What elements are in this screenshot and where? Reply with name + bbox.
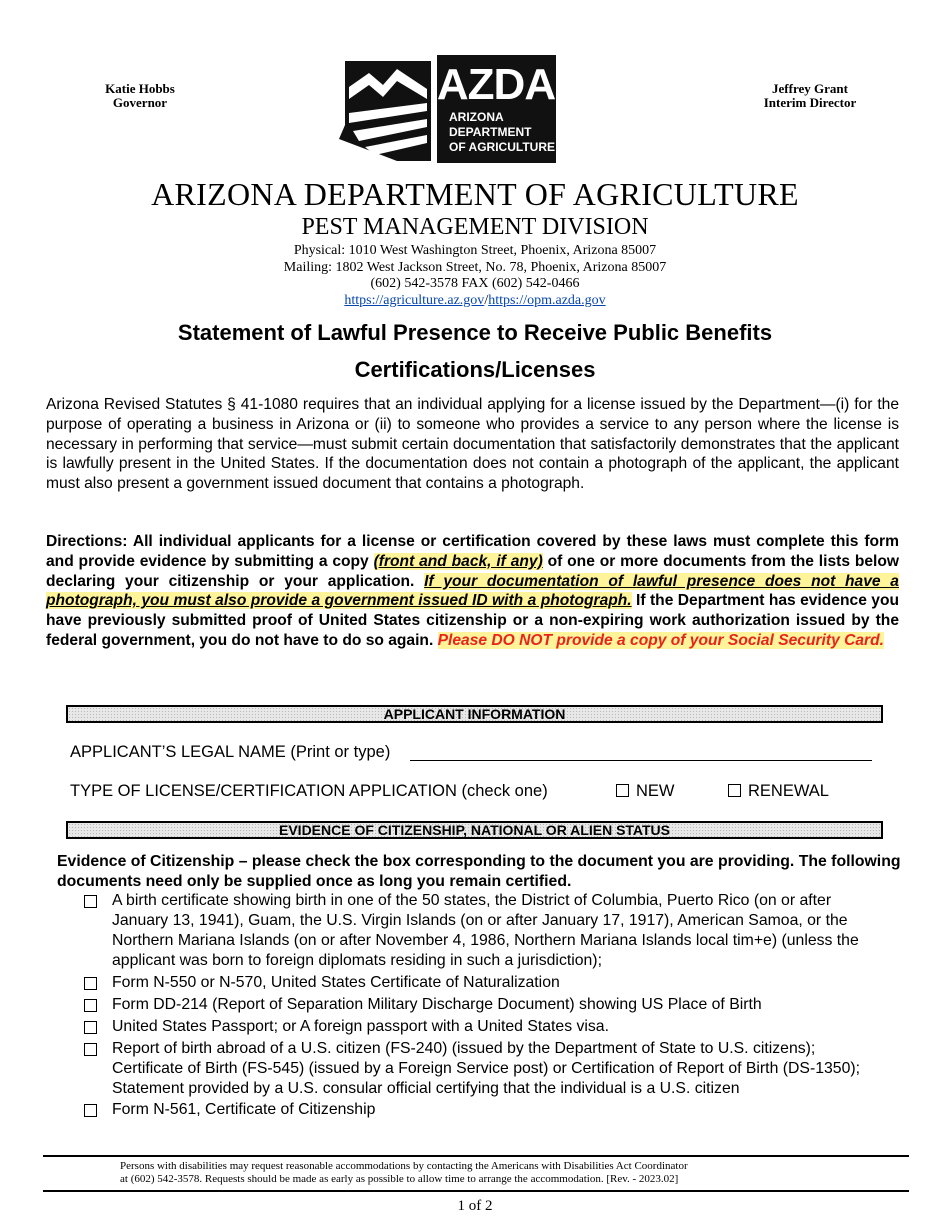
division-name: PEST MANAGEMENT DIVISION [301, 214, 649, 240]
option-renewal[interactable] [728, 782, 829, 801]
azda-logo [339, 55, 556, 163]
accessibility-note-line-2: at (602) 542-3578. Requests should be made as early as possible to allow time to arrange the accommodation. [Rev. - 2023.02] [120, 1172, 679, 1185]
director-name: Jeffrey Grant [772, 81, 848, 96]
document-option[interactable] [84, 1017, 884, 1037]
document-label: Report of birth abroad of a U.S. citizen (FS-240) (issued by the Department of State to U.S. citizens); Certificate of Birth (FS-545) (issued by a Foreign Service post) or Certification of Report of Birth (DS-1350); Statement provided by a U.S. consular official certifying that the individual is a U.S. citizen [112, 1040, 861, 1097]
physical-address: Physical: 1010 West Washington Street, Phoenix, Arizona 85007 [293, 243, 657, 258]
directions-ssn-warning: Please DO NOT provide a copy of your Social Security Card. [437, 631, 884, 649]
option-new[interactable] [616, 782, 675, 801]
directions-part-c: of one or more documents from the lists below declaring your citizenship or your application. [46, 552, 900, 590]
logo-line-3: OF AGRICULTURE [449, 140, 555, 154]
renewal-checkbox[interactable] [728, 784, 741, 797]
directions-photo-requirement: If your documentation of lawful presence does not have a photograph, you must also provide a government issued ID with a photograph. [46, 572, 899, 610]
document-checkbox[interactable] [84, 1043, 97, 1056]
document-option[interactable] [84, 995, 884, 1015]
form-subtitle: Certifications/Licenses [354, 357, 596, 382]
document-option[interactable] [84, 1100, 884, 1120]
document-label: Form N-561, Certificate of Citizenship [112, 1101, 376, 1118]
form-title: Statement of Lawful Presence to Receive Public Benefits [177, 320, 773, 345]
logo-line-2: DEPARTMENT [449, 125, 532, 139]
footer-rule-bottom [43, 1190, 909, 1192]
website-link-opm[interactable]: https://opm.azda.gov [488, 293, 606, 308]
governor-title: Governor [112, 95, 168, 110]
mailing-address: Mailing: 1802 West Jackson Street, No. 78, Phoenix, Arizona 85007 [283, 260, 667, 275]
link-separator: / [484, 293, 489, 308]
directions-paragraph [46, 532, 899, 651]
new-label: NEW [636, 782, 675, 800]
renewal-label: RENEWAL [748, 782, 829, 800]
new-checkbox[interactable] [616, 784, 629, 797]
evidence-heading: Evidence of Citizenship – please check the box corresponding to the document you are providing. The following documents need only be supplied once as long you remain certified. [57, 853, 901, 890]
document-option[interactable] [84, 973, 884, 993]
evidence-section-header: EVIDENCE OF CITIZENSHIP, NATIONAL OR ALIEN STATUS [66, 821, 883, 839]
accessibility-note-line-1: Persons with disabilities may request reasonable accommodations by contacting the Americans with Disabilities Act Coordinator [120, 1160, 688, 1172]
applicant-section-header: APPLICANT INFORMATION [66, 705, 883, 723]
website-links [0, 293, 950, 309]
document-checkbox[interactable] [84, 999, 97, 1012]
phone-fax: (602) 542-3578 FAX (602) 542-0466 [370, 276, 580, 291]
document-option[interactable] [84, 1039, 884, 1099]
agency-title: ARIZONA DEPARTMENT OF AGRICULTURE [151, 176, 799, 212]
legal-name-label: APPLICANT’S LEGAL NAME (Print or type) [70, 743, 391, 761]
document-checkbox[interactable] [84, 1021, 97, 1034]
footer-rule-top [43, 1155, 909, 1157]
logo-line-1: ARIZONA [449, 110, 504, 124]
director-title: Interim Director [763, 95, 857, 110]
document-checkbox[interactable] [84, 977, 97, 990]
director-block [735, 82, 885, 110]
legal-name-field[interactable] [410, 760, 872, 761]
document-label: United States Passport; or A foreign passport with a United States visa. [112, 1018, 609, 1035]
governor-name: Katie Hobbs [105, 81, 175, 96]
document-label: Form N-550 or N-570, United States Certificate of Naturalization [112, 974, 560, 991]
directions-part-a: Directions: All individual applicants for a license or certification covered by these laws must complete this form and provide evidence by submitting a copy [46, 533, 899, 570]
document-label: A birth certificate showing birth in one of the 50 states, the District of Columbia, Puerto Rico (on or after January 13, 1941), Guam, the U.S. Virgin Islands (on or after January 17, 1917), American Samoa, or the Northern Mariana Islands (on or after November 4, 1986, Northern Mariana Islands local tim+e) (unless the applicant was born to foreign diplomats residing in such a jurisdiction); [112, 892, 859, 969]
website-link-agriculture[interactable]: https://agriculture.az.gov [344, 293, 485, 308]
application-type-label: TYPE OF LICENSE/CERTIFICATION APPLICATION (check one) [70, 782, 548, 800]
directions-front-back: (front and back, if any) [373, 552, 543, 570]
intro-paragraph: Arizona Revised Statutes § 41-1080 requires that an individual applying for a license issued by the Department—(i) for the purpose of operating a business in Arizona or (ii) to someone who provides a service to any person where the license is necessary in performing that service—must submit certain documentation that satisfactorily demonstrates that the applicant is lawfully present in the United States. If the documentation does not contain a photograph of the applicant, the applicant must also present a government issued document that contains a photograph. [46, 396, 899, 493]
document-label: Form DD-214 (Report of Separation Military Discharge Document) showing US Place of Birth [112, 996, 762, 1013]
accessibility-note [120, 1160, 880, 1185]
page-number: 1 of 2 [457, 1198, 493, 1214]
logo-acronym: AZDA [436, 60, 556, 109]
document-option[interactable] [84, 891, 884, 971]
directions-part-e: If the Department has evidence you have previously submitted proof of United States citizenship or a non-expiring work authorization issued by the federal government, you do not have to do so again. [46, 592, 899, 649]
document-checkbox[interactable] [84, 895, 97, 908]
governor-block [80, 82, 200, 110]
document-checkbox[interactable] [84, 1104, 97, 1117]
